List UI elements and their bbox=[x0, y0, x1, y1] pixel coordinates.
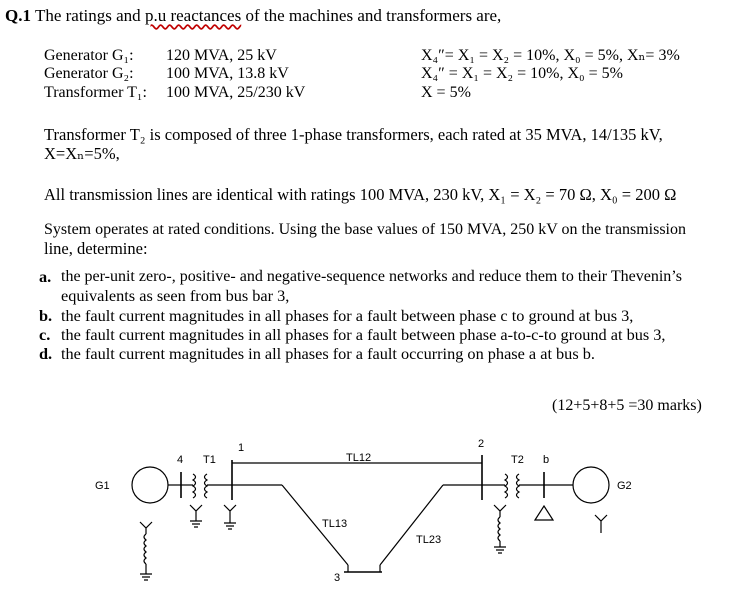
task-a-line1: the per-unit zero-, positive- and negative-sequence networks and reduce them to their Thevenin’s bbox=[61, 268, 682, 285]
equipment-rating-1: 100 MVA, 13.8 kV bbox=[166, 65, 289, 82]
system-text-line2: line, determine: bbox=[44, 239, 148, 258]
question-number: Q.1 bbox=[5, 6, 31, 25]
transformer-t2-line2: X=Xₙ=5%, bbox=[44, 144, 120, 163]
t1-primary-wye-ground-icon bbox=[190, 505, 202, 527]
tl12-label: TL12 bbox=[346, 452, 372, 464]
bus-2-label: 2 bbox=[478, 438, 485, 450]
g2-generator-circle bbox=[573, 467, 609, 503]
equipment-reactances-1: X₄″ = X₁ = X₂ = 10%, X₀ = 5% bbox=[421, 65, 623, 82]
bus-b-label: b bbox=[543, 454, 550, 466]
t1-transformer-symbol bbox=[193, 474, 207, 498]
equipment-label-2: Transformer T₁: bbox=[44, 84, 147, 101]
t2-delta-icon bbox=[535, 506, 553, 520]
t1-label: T1 bbox=[203, 454, 216, 466]
tl23-label: TL23 bbox=[416, 534, 442, 546]
g2-label: G2 bbox=[617, 480, 632, 492]
question-intro-pu: p.u reactances bbox=[144, 6, 242, 25]
question-intro-pre: The ratings and bbox=[34, 6, 145, 25]
t2-label: T2 bbox=[511, 454, 524, 466]
task-d-line1: the fault current magnitudes in all phases for a fault occurring on phase a at bus b. bbox=[61, 344, 595, 363]
task-b-line1: the fault current magnitudes in all phases for a fault between phase c to ground at bus 3, bbox=[61, 306, 634, 325]
equipment-label-0: Generator G₁: bbox=[44, 47, 134, 64]
question-intro-post: of the machines and transformers are, bbox=[241, 6, 502, 25]
transmission-lines-text: All transmission lines are identical with ratings 100 MVA, 230 kV, X₁ = X₂ = 70 Ω, X₀ = 200 Ω bbox=[44, 185, 677, 204]
task-d-label: d. bbox=[39, 344, 53, 363]
task-a-label: a. bbox=[39, 267, 52, 286]
equipment-reactances-0: X₄″= X₁ = X₂ = 10%, X₀ = 5%, Xₙ= 3% bbox=[421, 47, 680, 64]
equipment-label-1: Generator G₂: bbox=[44, 65, 134, 82]
equipment-rating-2: 100 MVA, 25/230 kV bbox=[166, 84, 306, 101]
bus-3-label: 3 bbox=[334, 572, 341, 584]
task-b-label: b. bbox=[39, 306, 53, 325]
g1-generator-circle bbox=[132, 467, 168, 503]
task-c-label: c. bbox=[39, 325, 51, 344]
g1-label: G1 bbox=[95, 480, 110, 492]
marks-text: (12+5+8+5 =30 marks) bbox=[552, 397, 702, 414]
t1-secondary-wye-ground-icon bbox=[224, 505, 236, 529]
system-text-line1: System operates at rated conditions. Using the base values of 150 MVA, 250 kV on the transmission bbox=[44, 221, 686, 238]
transformer-t2-line1: Transformer T₂ is composed of three 1-phase transformers, each rated at 35 MVA, 14/135 kV, bbox=[44, 125, 663, 144]
bus-1-label: 1 bbox=[238, 442, 245, 454]
task-a-line2: equivalents as seen from bus bar 3, bbox=[61, 286, 290, 305]
t2-primary-wye-ground-icon bbox=[494, 505, 506, 553]
task-c-line1: the fault current magnitudes in all phases for a fault between phase a-to-c-to ground at bus 3, bbox=[61, 325, 666, 344]
g1-wye-ground-icon bbox=[140, 522, 152, 580]
tl13-label: TL13 bbox=[322, 518, 348, 530]
equipment-rating-0: 120 MVA, 25 kV bbox=[166, 47, 277, 64]
tl23-diagonal bbox=[380, 485, 443, 565]
t2-transformer-symbol bbox=[505, 474, 519, 498]
bus-4-label: 4 bbox=[177, 454, 184, 466]
g2-wye-icon bbox=[595, 515, 607, 533]
equipment-reactances-2: X = 5% bbox=[421, 84, 471, 101]
